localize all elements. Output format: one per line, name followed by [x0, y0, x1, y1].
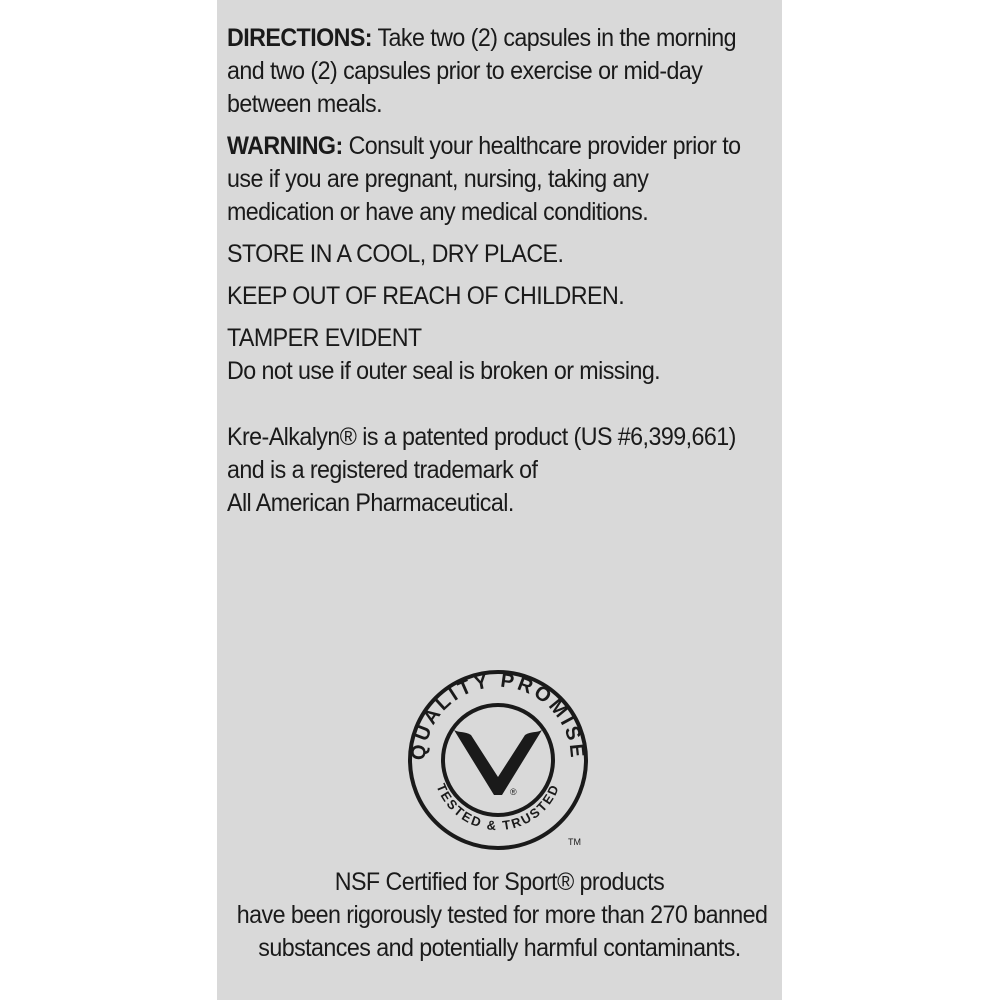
directions-paragraph: [227, 22, 737, 121]
seal-top-text: QUALITY PROMISE: [407, 669, 589, 762]
seal-trademark-mark: TM: [568, 837, 581, 847]
directions-label: DIRECTIONS:: [227, 24, 372, 52]
quality-promise-seal-icon: [403, 665, 593, 855]
warning-paragraph: [227, 130, 741, 229]
label-text-block: [227, 22, 741, 529]
nsf-certification-text: [236, 866, 768, 965]
tamper-paragraph: [227, 322, 737, 388]
seal-inner-ring: [443, 705, 553, 815]
children-warning-text: KEEP OUT OF REACH OF CHILDREN.: [227, 282, 625, 310]
directions-line-3: between meals.: [227, 90, 383, 118]
seal-bottom-text: TESTED & TRUSTED: [433, 781, 563, 834]
trademark-line-3: All American Pharmaceutical.: [227, 489, 514, 517]
directions-line-1: Take two (2) capsules in the morning: [377, 24, 737, 52]
nsf-line-3: substances and potentially harmful contaminants.: [258, 934, 741, 962]
warning-line-1: Consult your healthcare provider prior to: [348, 132, 741, 160]
trademark-paragraph: [227, 421, 737, 520]
nsf-line-1: NSF Certified for Sport® products: [334, 868, 665, 896]
warning-label: WARNING:: [227, 132, 343, 160]
nsf-line-2: have been rigorously tested for more than 270 banned: [236, 901, 768, 929]
warning-line-3: medication or have any medical conditions.: [227, 198, 649, 226]
trademark-line-2: and is a registered trademark of: [227, 456, 538, 484]
tamper-text: Do not use if outer seal is broken or missing.: [227, 357, 661, 385]
storage-text: STORE IN A COOL, DRY PLACE.: [227, 240, 564, 268]
check-v-icon: [454, 730, 542, 795]
seal-registered-mark: ®: [510, 787, 517, 797]
warning-line-2: use if you are pregnant, nursing, taking any: [227, 165, 649, 193]
tamper-title: TAMPER EVIDENT: [227, 324, 422, 352]
label-panel: [217, 0, 782, 1000]
directions-line-2: and two (2) capsules prior to exercise or mid-day: [227, 57, 703, 85]
trademark-line-1: Kre-Alkalyn® is a patented product (US #6,399,661): [227, 423, 736, 451]
